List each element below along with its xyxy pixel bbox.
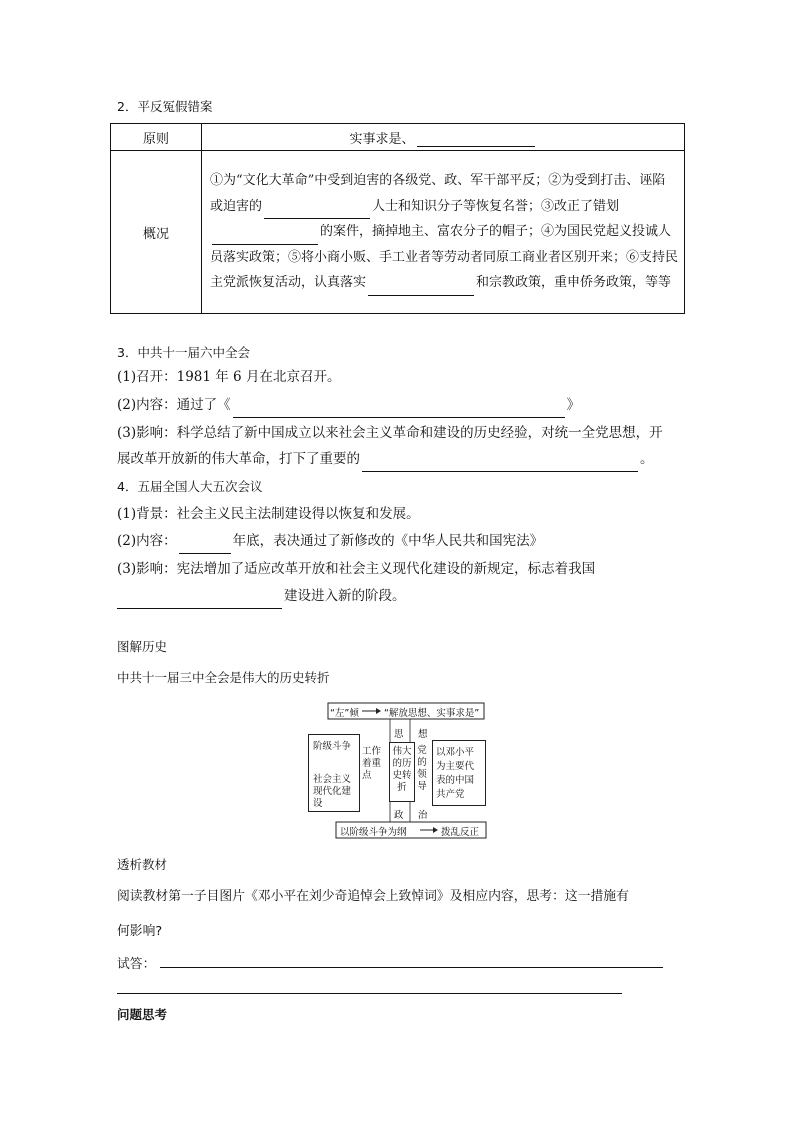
redress-table — [110, 123, 685, 314]
question-text: 阅读教材第一子目图片《邓小平在刘少奇追悼会上致悼词》及相应内容，思考：这一措施有 — [117, 889, 629, 904]
section-heading: 图解历史 — [117, 639, 168, 654]
overview-text-1: ①为“文化大革命”中受到迫害的各级党、政、军干部平反；②为受到打击、诬陷或迫害的 — [210, 173, 666, 214]
party-line: 领 — [417, 769, 427, 780]
text-line: (1)背景：社会主义民主法制建设得以恢复和发展。 — [117, 506, 420, 522]
text-segment: 展改革开放新的伟大革命，打下了重要的 — [117, 451, 360, 467]
text-line — [117, 583, 406, 609]
fill-blank[interactable] — [117, 593, 282, 609]
section-heading: 问题思考 — [117, 1007, 168, 1022]
text-segment: 建设进入新的阶段。 — [284, 588, 406, 604]
diagram-center-text — [390, 746, 414, 794]
leadership-line: 以邓小平 — [436, 747, 475, 758]
overview-text-2: 人士和知识分子等恢复名誉；③改正了错划 — [372, 198, 620, 214]
text-line — [117, 446, 654, 472]
work-focus-line: 着重 — [362, 758, 382, 769]
diagram-class-struggle-key: 以阶级斗争为纲 — [340, 827, 407, 838]
diagram-party-leadership — [416, 745, 428, 793]
party-line: 导 — [417, 781, 427, 792]
text-segment: (2)内容：通过了《 — [117, 397, 231, 413]
leadership-line: 为主要代 — [436, 761, 475, 772]
diagram-set-right: 拨乱反正 — [441, 827, 480, 838]
table-label-principle: 原则 — [111, 124, 202, 151]
fill-blank[interactable] — [233, 402, 565, 418]
center-line: 史转 — [392, 770, 412, 781]
text-line: (3)影响：科学总结了新中国成立以来社会主义革命和建设的历史经验，对统一全党思想，开 — [117, 425, 663, 441]
party-line: 的 — [417, 757, 427, 768]
overview-text-3: 的案件，摘掉地主、富农分子的帽子；④为国民党起义投诚人员落实政策；⑤将小商小贩、手工业者等劳动者同原工商业者区别开来；⑥支持民主党派恢复活动，认真落实 — [210, 224, 679, 291]
fill-blank[interactable] — [368, 280, 474, 296]
fill-blank[interactable] — [179, 538, 231, 554]
section-heading: 3．中共十一届六中全会 — [117, 345, 250, 360]
work-focus-line: 点 — [362, 770, 372, 781]
fill-blank[interactable] — [212, 229, 318, 245]
text-segment: 》 — [566, 397, 581, 413]
section-heading: 4．五届全国人大五次会议 — [117, 479, 263, 494]
party-line: 党 — [417, 745, 427, 756]
section-heading: 透析教材 — [117, 857, 168, 872]
text-line: (1)召开：1981 年 6 月在北京召开。 — [117, 369, 341, 385]
center-line: 的历 — [392, 758, 412, 769]
answer-label: 试答： — [117, 957, 156, 972]
diagram-center-box — [389, 742, 415, 802]
text-line — [117, 528, 543, 554]
diagram-politics-1: 政 — [394, 810, 404, 821]
leadership-line: 表的中国 — [436, 775, 475, 786]
diagram-modernization: 现代化建 — [313, 786, 352, 797]
table-label-overview: 概况 — [111, 151, 202, 314]
diagram-thought-1: 思 — [394, 729, 404, 740]
overview-text-4: 和宗教政策，重申侨务政策，等等 — [476, 275, 672, 291]
diagram-thought-2: 想 — [418, 729, 428, 740]
diagram-construction: 设 — [313, 798, 323, 809]
fill-blank[interactable] — [264, 203, 370, 219]
answer-line-1[interactable] — [160, 967, 663, 968]
fill-blank[interactable] — [362, 456, 638, 472]
history-turning-point-diagram — [300, 700, 500, 845]
diagram-politics-2: 治 — [418, 810, 428, 821]
diagram-leadership-box — [432, 740, 486, 806]
text-segment: 年底，表决通过了新修改的《中华人民共和国宪法》 — [232, 533, 544, 549]
text-line: (3)影响：宪法增加了适应改革开放和社会主义现代化建设的新规定，标志着我国 — [117, 561, 596, 577]
diagram-class-struggle: 阶级斗争 — [313, 741, 352, 752]
answer-row — [117, 953, 155, 972]
center-line: 伟大 — [392, 746, 412, 757]
table-cell-principle — [202, 124, 685, 151]
leadership-line: 共产党 — [436, 789, 465, 800]
principle-text: 实事求是、 — [349, 131, 415, 147]
question-text: 何影响? — [117, 924, 163, 939]
text-segment: (2)内容： — [117, 533, 177, 549]
section-heading: 2．平反冤假错案 — [117, 99, 213, 114]
diagram-liberate-thought: “解放思想、实事求是” — [384, 708, 480, 719]
text-segment: 。 — [640, 451, 654, 467]
illustration-title: 中共十一届三中全会是伟大的历史转折 — [117, 670, 330, 685]
answer-line-2[interactable] — [117, 993, 622, 994]
text-line — [117, 392, 580, 418]
center-line: 折 — [397, 782, 407, 793]
diagram-work-focus-box — [308, 734, 360, 812]
diagram-socialist: 社会主义 — [313, 774, 352, 785]
fill-blank[interactable] — [417, 131, 535, 147]
diagram-left-deviation: “左”倾 — [330, 708, 359, 719]
diagram-work-focus-label — [362, 746, 388, 782]
work-focus-line: 工作 — [362, 746, 382, 757]
table-cell-overview — [202, 151, 685, 314]
